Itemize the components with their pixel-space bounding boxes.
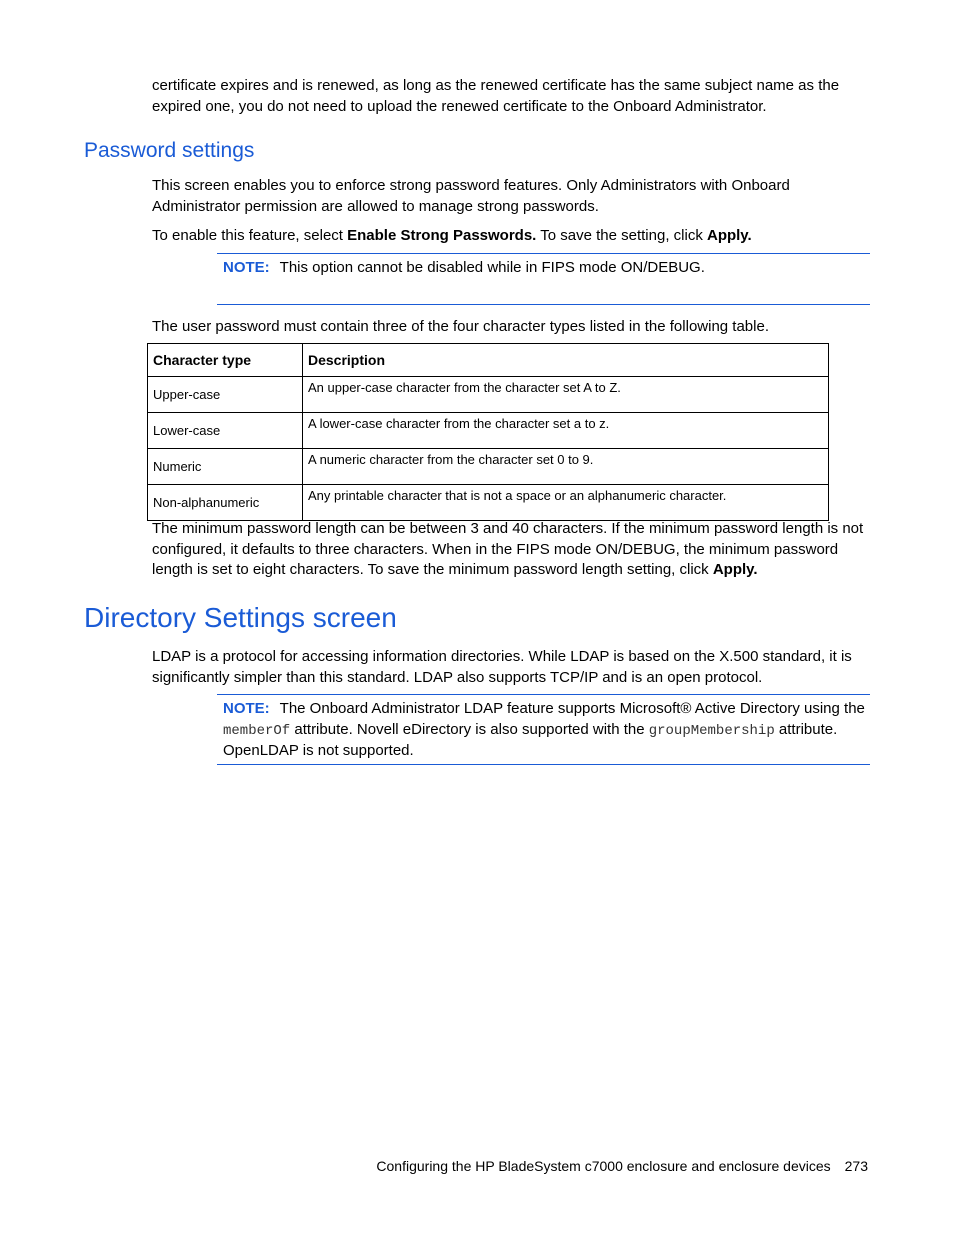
note-label: NOTE: (223, 259, 270, 276)
enable-text-2: To save the setting, click (536, 227, 707, 244)
ldap-note-label: NOTE: (223, 700, 270, 717)
page-footer (376, 1158, 868, 1174)
table-row (148, 449, 829, 485)
character-type-cell: Numeric (148, 449, 303, 485)
groupmembership-code: groupMembership (648, 722, 775, 739)
description-cell: An upper-case character from the character set A to Z. (303, 377, 829, 413)
min-length-apply-label: Apply. (712, 561, 758, 578)
enable-feature-paragraph (152, 226, 872, 247)
character-type-cell: Upper-case (148, 377, 303, 413)
note-top-rule (217, 253, 870, 254)
character-type-cell: Lower-case (148, 413, 303, 449)
note-bottom-rule (217, 304, 870, 305)
password-intro-paragraph: This screen enables you to enforce strong password features. Only Administrators with Onboard Administrator permission are allowed to manage strong passwords. (152, 177, 790, 215)
footer-text: Configuring the HP BladeSystem c7000 enclosure and enclosure devices (376, 1158, 831, 1174)
character-type-cell: Non-alphanumeric (148, 485, 303, 521)
intro-paragraph: certificate expires and is renewed, as long as the renewed certificate has the same subject name as the expired one, you do not need to upload the renewed certificate to the Onboard Administrator. (152, 77, 840, 115)
header-character-type: Character type (148, 344, 303, 377)
password-settings-heading: Password settings (84, 139, 255, 162)
table-intro-paragraph: The user password must contain three of the four character types listed in the following table. (152, 318, 769, 335)
note-text: This option cannot be disabled while in FIPS mode ON/DEBUG. (279, 259, 705, 276)
memberof-code: memberOf (223, 722, 291, 739)
ldap-paragraph: LDAP is a protocol for accessing information directories. While LDAP is based on the X.500 standard, it is significantly simpler than this standard. LDAP also supports TCP/IP and is an open protocol. (152, 648, 852, 686)
character-type-table (147, 343, 829, 521)
table-row (148, 413, 829, 449)
description-cell: A lower-case character from the character set a to z. (303, 413, 829, 449)
table-header-row (148, 344, 829, 377)
ldap-note-text-1: The Onboard Administrator LDAP feature supports Microsoft® Active Directory using the (279, 700, 865, 717)
fips-note (223, 258, 863, 279)
enable-text-1: To enable this feature, select (152, 227, 348, 244)
table-row (148, 377, 829, 413)
table-row (148, 485, 829, 521)
enable-strong-passwords-label: Enable Strong Passwords. (347, 227, 537, 244)
directory-settings-heading: Directory Settings screen (84, 602, 397, 633)
description-cell: Any printable character that is not a space or an alphanumeric character. (303, 485, 829, 521)
ldap-note (223, 699, 871, 762)
ldap-note-text-3: attribute. OpenLDAP is not supported. (223, 720, 838, 759)
header-description: Description (303, 344, 829, 377)
min-length-text: The minimum password length can be between 3 and 40 characters. If the minimum password length is not configured, it defaults to three characters. When in the FIPS mode ON/DEBUG, the minimum password length is set to eight characters. To save the minimum password length setting, click (152, 520, 864, 578)
ldap-note-top-rule (217, 694, 870, 695)
apply-label: Apply. (706, 227, 752, 244)
ldap-note-text-2: attribute. Novell eDirectory is also supported with the (290, 720, 649, 738)
description-cell: A numeric character from the character set 0 to 9. (303, 449, 829, 485)
ldap-note-bottom-rule (217, 764, 870, 765)
page-number: 273 (844, 1158, 868, 1174)
min-length-paragraph (152, 519, 874, 581)
